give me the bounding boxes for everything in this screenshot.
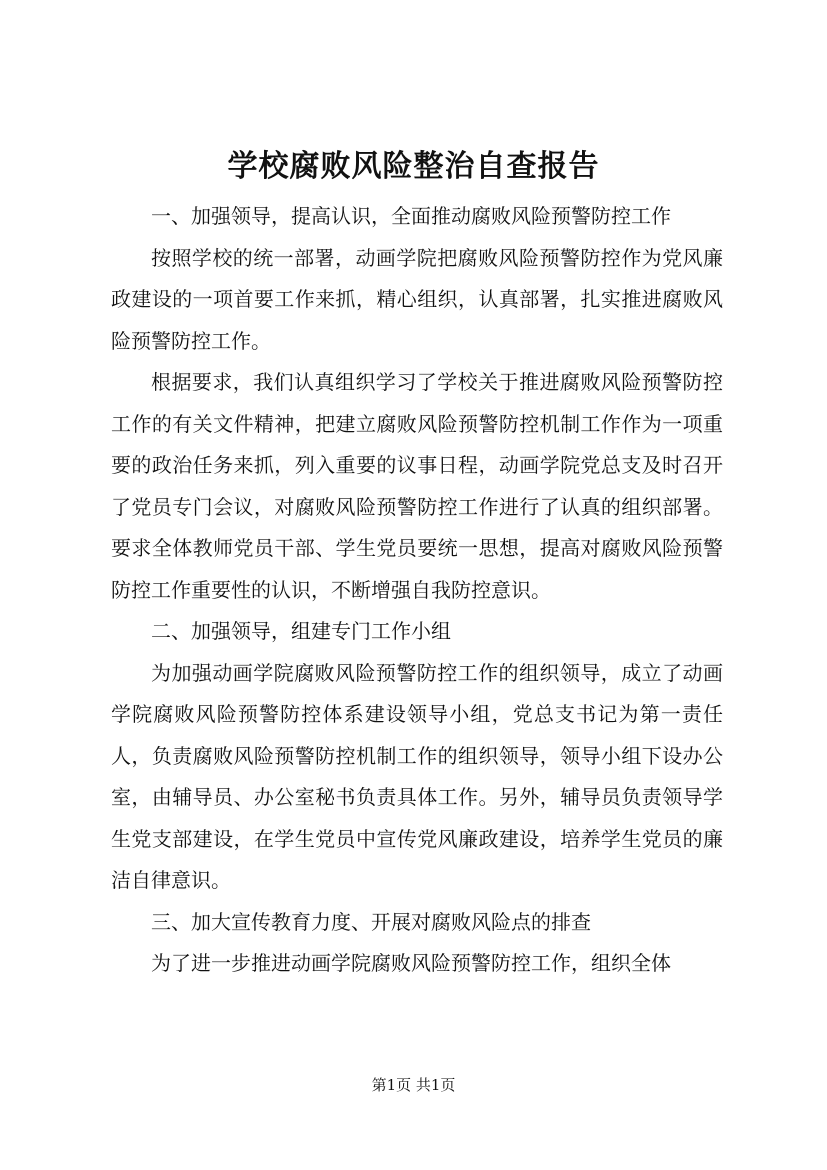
paragraph: 根据要求，我们认真组织学习了学校关于推进腐败风险预警防控工作的有关文件精神，把建立腐败风险预警防控机制工作作为一项重要的政治任务来抓，列入重要的议事日程，动画学院党总支及时召开了党员专门会议，对腐败风险预警防控工作进行了认真的组织部署。要求全体教师党员干部、学生党员要统一思想，提高对腐败风险预警防控工作重要性的认识，不断增强自我防控意识。: [111, 370, 723, 602]
document-body: [111, 196, 723, 985]
paragraph: 按照学校的统一部署，动画学院把腐败风险预警防控作为党风廉政建设的一项首要工作来抓，精心组织，认真部署，扎实推进腐败风险预警防控工作。: [111, 245, 723, 353]
document-title: 学校腐败风险整治自查报告: [227, 149, 600, 184]
section-heading-1: 一、加强领导，提高认识，全面推动腐败风险预警防控工作: [151, 204, 671, 228]
paragraph: 为了进一步推进动画学院腐败风险预警防控工作，组织全体: [151, 951, 671, 975]
paragraph: 为加强动画学院腐败风险预警防控工作的组织领导，成立了动画学院腐败风险预警防控体系建设领导小组，党总支书记为第一责任人，负责腐败风险预警防控机制工作的组织领导，领导小组下设办公室，由辅导员、办公室秘书负责具体工作。另外，辅导员负责领导学生党支部建设，在学生党员中宣传党风廉政建设，培养学生党员的廉洁自律意识。: [111, 660, 723, 892]
section-heading-3: 三、加大宣传教育力度、开展对腐败风险点的排查: [151, 909, 591, 934]
page-number-footer: 第1页 共1页: [371, 1076, 456, 1094]
section-heading-2: 二、加强领导，组建专门工作小组: [151, 619, 451, 643]
